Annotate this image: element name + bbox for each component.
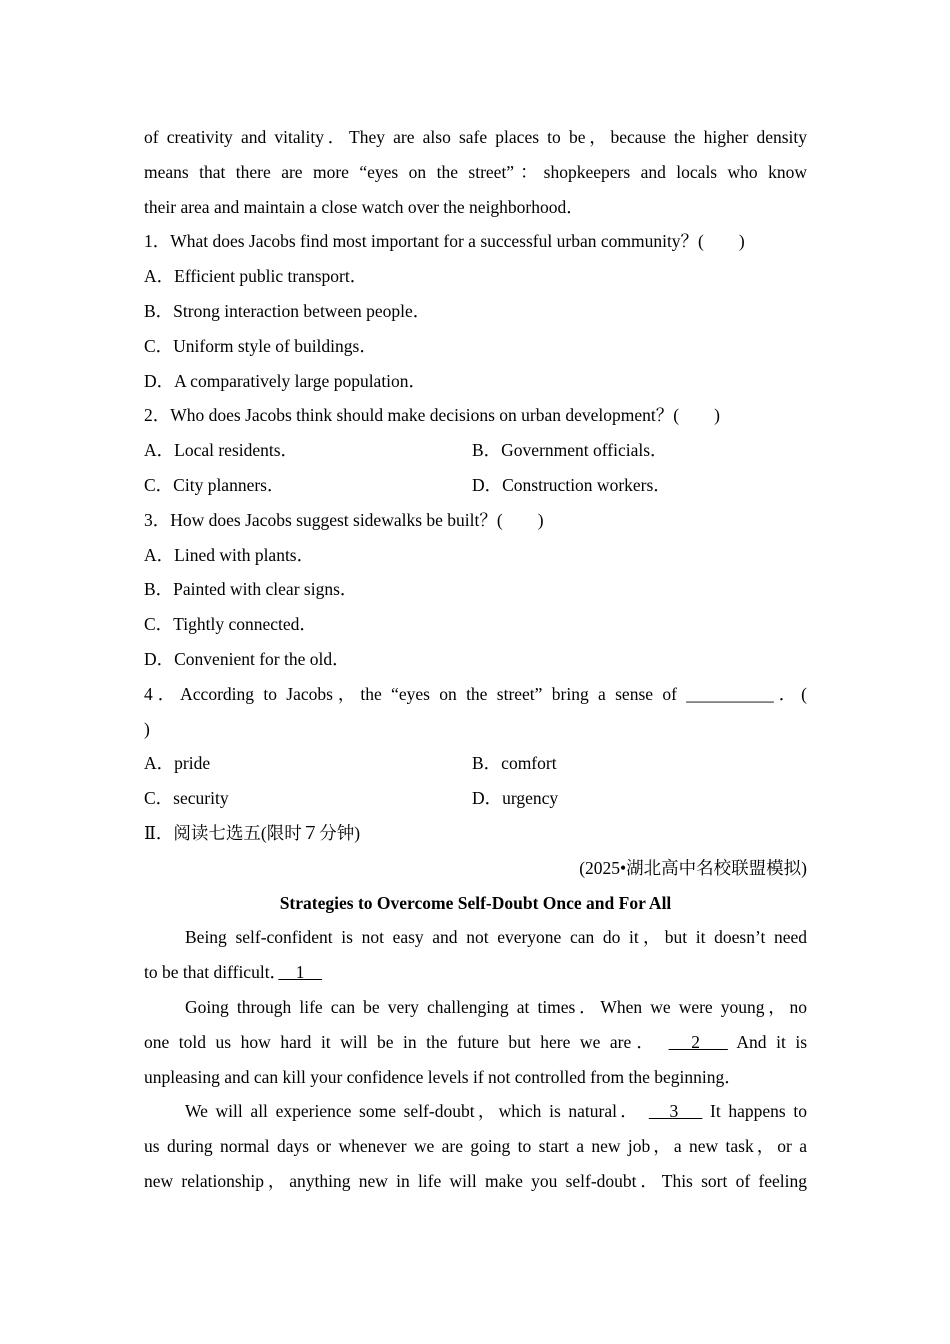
question-1-option-c: C．Uniform style of buildings． <box>144 335 377 356</box>
answer-blank-1: 1 <box>278 962 323 983</box>
question-3-stem: 3．How does Jacobs suggest sidewalks be built？( ) <box>144 509 544 530</box>
passage-line: their area and maintain a close watch over the neighborhood． <box>144 196 584 217</box>
paragraph-line: new relationship，anything new in life will make you self-doubt．This sort of feeling <box>144 1170 807 1191</box>
question-3-option-a: A．Lined with plants． <box>144 544 315 565</box>
question-4-stem: 4．According to Jacobs，the “eyes on the street” bring a sense of __________．( <box>144 683 807 704</box>
question-4-options-row <box>144 781 807 816</box>
question-2-stem: 2．Who does Jacobs think should make decisions on urban development？( ) <box>144 405 720 426</box>
page-content <box>144 120 807 1199</box>
answer-blank-2: 2 <box>668 1031 728 1052</box>
question-2-option-b: B．Government officials． <box>472 440 668 461</box>
question-1-option-a: A．Efficient public transport． <box>144 266 368 287</box>
question-3-option-b: B．Painted with clear signs． <box>144 579 358 600</box>
source-citation: (2025•湖北高中名校联盟模拟) <box>579 857 807 878</box>
passage-line: of creativity and vitality．They are also safe places to be，because the higher density <box>144 127 807 147</box>
paragraph-text: It happens to <box>710 1101 807 1122</box>
paragraph-text: We will all experience some self-doubt，which is natural． <box>185 1101 642 1122</box>
paragraph-text: one told us how hard it will be in the future but here we are． <box>144 1031 660 1052</box>
paragraph-line <box>144 955 807 990</box>
question-2-option-d: D．Construction workers． <box>472 474 671 495</box>
paragraph-text: to be that difficult． <box>144 962 279 983</box>
section-heading: Ⅱ．阅读七选五(限时７分钟) <box>144 822 361 843</box>
paragraph-line: unpleasing and can kill your confidence levels if not controlled from the beginning． <box>144 1066 742 1087</box>
question-2-option-c: C．City planners． <box>144 474 285 495</box>
passage-line: means that there are more “eyes on the street”：shopkeepers and locals who know <box>144 161 807 182</box>
question-1-option-b: B．Strong interaction between people． <box>144 300 431 321</box>
question-2-option-a: A．Local residents． <box>144 440 299 461</box>
article-title: Strategies to Overcome Self-Doubt Once and For All <box>279 892 672 913</box>
question-3-option-d: D．Convenient for the old． <box>144 648 350 669</box>
question-1-stem: 1．What does Jacobs find most important for a successful urban community？( ) <box>144 231 745 252</box>
question-4-option-c: C．security <box>144 788 229 809</box>
question-3-option-c: C．Tightly connected． <box>144 614 317 635</box>
question-1-option-d: D．A comparatively large population． <box>144 370 427 391</box>
question-2-options-row <box>144 468 807 503</box>
paragraph-line: us during normal days or whenever we are going to start a new job，a new task，or a <box>144 1136 807 1157</box>
paragraph-line: Going through life can be very challenging at times．When we were young，no <box>185 996 807 1017</box>
question-4-options-row <box>144 746 807 781</box>
question-4-option-a: A．pride <box>144 753 211 774</box>
question-2-options-row <box>144 433 807 468</box>
question-4-option-b: B．comfort <box>472 753 557 774</box>
paragraph-line: Being self-confident is not easy and not everyone can do it，but it doesn’t need <box>185 927 807 948</box>
question-4-stem-continued: ) <box>144 718 150 739</box>
paragraph-line <box>144 1094 807 1129</box>
paragraph-text: And it is <box>736 1031 807 1052</box>
question-4-option-d: D．urgency <box>472 788 559 809</box>
answer-blank-3: 3 <box>648 1101 703 1122</box>
paragraph-line <box>144 1025 807 1060</box>
